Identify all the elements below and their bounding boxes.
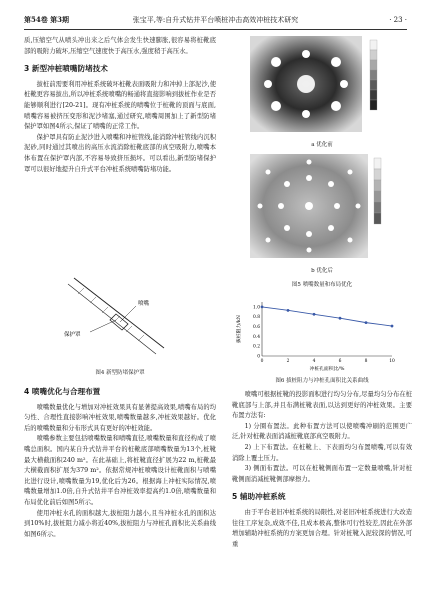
- section-3-heading: 3 新型冲桩喷嘴防堵技术: [24, 64, 108, 74]
- section-4-paragraph-1: 喷嘴数量优化与增加对冲桩效果具有显著提高效果,喷嘴布局的均匀性、合理性直接影响冲桩效果,喷嘴数量越多,冲桩效果越好。优化后的喷嘴数量和分布形式具有更好的冲桩效能。: [24, 403, 216, 432]
- data-point: [313, 313, 316, 316]
- layout-methods-intro: 喷嘴可根据桩靴的投影面积进行均匀分布,尽量均匀分布在桩靴底部与上部,并且布满桩靴表面,以达到更好的冲桩效果。主要布置方法有:: [232, 391, 412, 420]
- y-tick-label: 0: [257, 354, 260, 360]
- y-tick-label: 0.4: [253, 334, 260, 340]
- x-tick-label: 8: [364, 359, 368, 364]
- section-4-paragraph-2: 喷嘴参数主要包括喷嘴数量和喷嘴直径,喷嘴数量和直径构成了喷嘴总面积。国内某自升式钻井平台的桩靴底部喷嘴数量为13个,桩靴最大横截面积240 m²。在此基础上,将桩靴直径扩展为22 m,桩靴最大横截面积扩展为379 m²。依据常规冲桩喷嘴设计桩靴面积与喷嘴比进行设计,喷嘴数量为19,优化后为26。根据海上冲桩实际情况,喷嘴数量增加1.0倍,自升式钻井平台冲桩效率提高约1.0倍,喷嘴数量和布局优化前后如图5所示。: [24, 435, 216, 506]
- x-tick-label: 0: [260, 359, 264, 364]
- data-point: [365, 321, 368, 324]
- running-title: 张宝平,等:自升式钻井平台喷桩冲击高效冲桩技术研究: [132, 16, 299, 24]
- figure-5b: [232, 152, 412, 264]
- resistance-chart: [232, 298, 412, 372]
- intro-paragraph: 质,压缩空气从喷头冲出来之后气体会发生快速膨胀,很容易将桩靴底部的吸附力破坏,压缩空气速度快于高压水,强度稍于高压水。: [24, 37, 216, 55]
- y-tick-label: 1.0: [253, 305, 260, 311]
- data-point: [287, 309, 290, 312]
- section-5-paragraph: 由于平台老旧冲桩系统的局限性,对老旧冲桩系统进行大改造往往工序复杂,成效不佳,且成本极高,整体可行性较差,因此在外部增加辅助冲桩系统的方案更加合理。针对桩靴入泥较深的情况,可重: [232, 508, 412, 548]
- data-point: [261, 306, 264, 309]
- guard-label: 保护罩: [64, 332, 81, 338]
- section-5-heading: 5 辅助冲桩系统: [232, 492, 286, 502]
- figure-5a: [232, 34, 412, 138]
- figure-5a-caption: a 优化前: [311, 142, 333, 148]
- nozzle-layout-after: [232, 152, 412, 264]
- section-4-heading: 4 喷嘴优化与合理布置: [24, 387, 101, 396]
- x-tick-label: 10: [389, 359, 395, 364]
- y-tick-label: 0.6: [253, 325, 260, 331]
- figure-6-chart: [232, 298, 412, 372]
- y-axis-label: 拔桩阻力/kN: [237, 315, 242, 343]
- section-4-paragraph-3: 使用冲桩水孔的面积越大,拔桩阻力越小,且当冲桩水孔的面积达到10%时,拔桩阻力减小将近40%,拔桩阻力与冲桩孔面积比关系曲线如图6所示。: [24, 509, 216, 538]
- header-rule: [24, 29, 407, 30]
- page-header: [24, 14, 407, 26]
- data-point: [391, 325, 394, 328]
- x-axis-label: 冲桩孔面积比/%: [309, 367, 345, 372]
- figure-4-caption: 图4 新型防堵保护罩: [95, 370, 145, 376]
- series-line: [262, 307, 392, 326]
- figure-5b-caption: b 优化后: [311, 268, 333, 274]
- volume-issue: 第54卷 第3期: [24, 15, 70, 24]
- nozzle-layout-before: [232, 34, 412, 138]
- left-column: [24, 36, 216, 175]
- x-tick-label: 2: [286, 359, 290, 364]
- nozzle-label: 喷嘴: [138, 301, 150, 307]
- data-point: [339, 317, 342, 320]
- figure-6-caption: 图6 拔桩阻力与冲桩孔面积比关系曲线: [275, 378, 369, 384]
- section-3-paragraph-2: 保护罩具有防止泥沙进入喷嘴和冲桩管线,能消除冲桩管线内沉积泥砂,同时通过其喷出的高压水流消除桩靴底部的真空吸附力,喷嘴本体布置在保护罩内部,不容易导致挤压损坏。可以看出,新型防堵保护罩可以很好地提升自升式平台冲桩系统喷嘴防堵功能。: [24, 133, 216, 173]
- y-tick-label: 0.8: [253, 315, 260, 321]
- left-column-lower: [24, 380, 216, 540]
- method-item-2: 2) 上下布置法。在桩靴上、下表面均匀布置喷嘴,可以有效消除上覆土压力。: [232, 443, 412, 462]
- figure-4: [24, 276, 216, 366]
- figure-5-caption: 图5 喷嘴数量和布局优化: [291, 282, 353, 288]
- section-3-paragraph-1: 拔桩前需要利用冲桩系统破坏桩靴表面吸附力和冲掉上部泥沙,使桩靴更容易拔出,所以冲桩系统喷嘴的畅通将直接影响到拔桩作业是否能够顺利进行[20-21]。现有冲桩系统的喷嘴位于桩靴的顶面与底面,喷嘴容易被挤压变形和泥沙堵塞,通过研究,喷嘴周围加上了新型防堵保护罩如图4所示,保证了喷嘴的正常工作。: [24, 80, 216, 131]
- nozzle-guard-diagram: [24, 276, 216, 366]
- method-item-1: 1) 分圈布置法。此种布置方法可以使喷嘴冲刷的范围更广泛,针对桩靴表面消减桩靴底部真空吸附力。: [232, 422, 412, 441]
- method-item-3: 3) 侧面布置法。可以在桩靴侧面布置一定数量喷嘴,针对桩靴侧面消减桩靴侧部摩擦力。: [232, 465, 412, 483]
- right-column-text: [232, 390, 412, 550]
- page-number: · 23 ·: [389, 16, 407, 24]
- y-tick-label: 0.2: [253, 344, 260, 350]
- x-tick-label: 6: [338, 359, 342, 364]
- x-tick-label: 4: [312, 359, 316, 364]
